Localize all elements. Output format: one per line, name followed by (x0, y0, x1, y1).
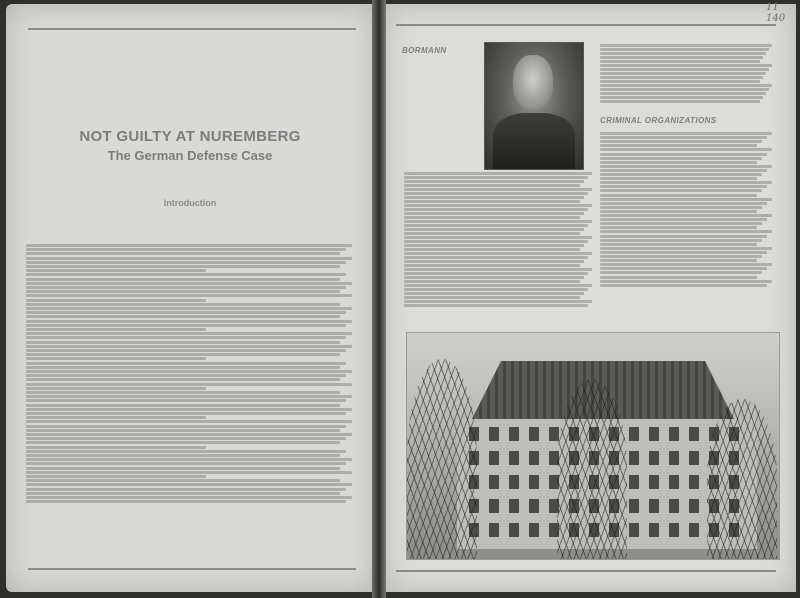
building-window (629, 475, 639, 489)
text-line (404, 204, 592, 207)
building-window (489, 499, 499, 513)
building-window (489, 523, 499, 537)
text-line (26, 341, 340, 344)
bormann-heading: BORMANN (402, 46, 447, 55)
building-window (529, 451, 539, 465)
text-line (404, 228, 584, 231)
text-line (600, 136, 767, 139)
text-line (600, 44, 772, 47)
text-line (26, 269, 206, 272)
text-line (26, 387, 206, 390)
text-line (404, 208, 588, 211)
text-line (26, 483, 352, 486)
text-line (26, 433, 352, 436)
building-window (509, 499, 519, 513)
criminal-organizations-heading: CRIMINAL ORGANIZATIONS (600, 116, 717, 125)
text-line (26, 290, 340, 293)
bottom-rule-right (396, 570, 776, 572)
building-window (649, 451, 659, 465)
text-line (26, 383, 352, 386)
building-window (629, 451, 639, 465)
text-line (600, 60, 760, 63)
handwritten-page-mark: 11 140 (766, 2, 786, 24)
building-window (689, 451, 699, 465)
building-window (549, 427, 559, 441)
tree-left (407, 359, 477, 559)
text-line (404, 300, 592, 303)
text-line (600, 214, 772, 217)
text-line (26, 441, 340, 444)
text-line (600, 210, 757, 213)
text-line (600, 226, 757, 229)
book-subtitle: The German Defense Case (107, 148, 273, 163)
text-line (26, 345, 352, 348)
text-line (600, 169, 767, 172)
introduction-heading: Introduction (163, 198, 217, 208)
text-line (404, 248, 580, 251)
text-line (600, 80, 760, 83)
text-line (600, 276, 757, 279)
text-line (26, 282, 352, 285)
building-window (669, 451, 679, 465)
portrait-uniform (493, 113, 575, 169)
text-line (404, 240, 588, 243)
portrait-face (513, 55, 553, 109)
text-line (26, 462, 346, 465)
text-line (600, 185, 767, 188)
text-line (600, 132, 772, 135)
text-line (26, 492, 340, 495)
text-line (404, 280, 580, 283)
text-line (600, 177, 757, 180)
text-line (600, 239, 762, 242)
text-line (404, 292, 584, 295)
building-window (489, 475, 499, 489)
text-line (26, 408, 352, 411)
text-line (26, 353, 340, 356)
text-line (404, 296, 580, 299)
text-line (600, 259, 757, 262)
building-window (669, 523, 679, 537)
text-line (600, 206, 762, 209)
text-line (404, 236, 592, 239)
text-line (26, 475, 206, 478)
text-line (600, 247, 772, 250)
text-line (26, 378, 340, 381)
bottom-rule-left (28, 568, 356, 570)
building-window (689, 523, 699, 537)
text-line (600, 235, 767, 238)
text-line (404, 212, 584, 215)
text-line (26, 374, 346, 377)
tree-right (707, 399, 777, 559)
text-line (26, 252, 340, 255)
text-line (600, 64, 772, 67)
text-line (26, 488, 346, 491)
text-line (26, 446, 206, 449)
text-line (26, 458, 352, 461)
text-line (600, 194, 757, 197)
text-line (26, 303, 340, 306)
text-line (26, 500, 346, 503)
text-line (600, 267, 767, 270)
text-line (600, 148, 772, 151)
text-line (26, 248, 346, 251)
text-line (600, 218, 767, 221)
text-line (404, 272, 588, 275)
text-line (600, 88, 769, 91)
book-title: NOT GUILTY AT NUREMBERG (79, 128, 301, 145)
text-line (26, 332, 352, 335)
text-line (26, 336, 346, 339)
building-window (669, 475, 679, 489)
building-window (509, 523, 519, 537)
building-window (649, 523, 659, 537)
text-line (26, 366, 340, 369)
building-window (629, 499, 639, 513)
building-window (529, 523, 539, 537)
bormann-portrait-photo (484, 42, 584, 170)
text-line (404, 232, 580, 235)
building-window (529, 499, 539, 513)
text-line (26, 362, 346, 365)
text-line (26, 286, 346, 289)
text-line (26, 273, 346, 276)
text-line (26, 370, 352, 373)
text-line (404, 268, 592, 271)
text-line (600, 144, 757, 147)
building-window (509, 427, 519, 441)
building-window (649, 499, 659, 513)
text-line (26, 261, 346, 264)
text-line (26, 278, 340, 281)
text-line (404, 172, 592, 175)
text-line (404, 252, 592, 255)
text-line (404, 244, 584, 247)
text-line (600, 222, 762, 225)
building-window (629, 523, 639, 537)
text-line (404, 276, 584, 279)
text-line (26, 294, 352, 297)
text-line (600, 230, 772, 233)
text-line (600, 243, 757, 246)
text-line (26, 320, 352, 323)
text-line (26, 416, 206, 419)
text-line (26, 299, 206, 302)
text-line (600, 189, 762, 192)
text-line (404, 264, 580, 267)
text-line (404, 256, 588, 259)
tree-center (557, 379, 627, 559)
text-line (600, 255, 762, 258)
text-line (26, 328, 206, 331)
text-line (600, 165, 772, 168)
text-line (26, 454, 340, 457)
text-line (404, 188, 592, 191)
top-rule-left (28, 28, 356, 30)
building-window (689, 475, 699, 489)
text-line (404, 180, 584, 183)
text-line (404, 260, 584, 263)
text-line (600, 161, 757, 164)
text-line (600, 284, 767, 287)
text-line (600, 96, 763, 99)
text-line (26, 324, 346, 327)
text-line (600, 84, 772, 87)
text-line (26, 307, 352, 310)
text-line (26, 349, 346, 352)
text-line (26, 244, 352, 247)
building-window (689, 499, 699, 513)
building-window (509, 475, 519, 489)
text-line (404, 196, 584, 199)
nuremberg-building-illustration (406, 332, 780, 560)
building-window (509, 451, 519, 465)
text-line (600, 173, 762, 176)
text-line (600, 68, 769, 71)
building-window (489, 427, 499, 441)
text-line (26, 412, 346, 415)
text-line (26, 420, 352, 423)
building-window (629, 427, 639, 441)
text-line (26, 357, 206, 360)
text-line (600, 181, 772, 184)
building-window (649, 427, 659, 441)
building-window (669, 499, 679, 513)
text-line (26, 479, 340, 482)
top-rule-right (396, 24, 776, 26)
text-line (600, 52, 766, 55)
text-line (404, 284, 592, 287)
text-line (600, 263, 772, 266)
text-line (600, 48, 769, 51)
building-window (529, 475, 539, 489)
text-line (600, 202, 767, 205)
text-line (600, 280, 772, 283)
text-line (26, 437, 346, 440)
text-line (404, 288, 588, 291)
text-line (26, 467, 340, 470)
building-window (489, 451, 499, 465)
building-window (669, 427, 679, 441)
text-line (600, 140, 762, 143)
text-line (404, 176, 588, 179)
text-line (600, 198, 772, 201)
text-line (26, 496, 352, 499)
text-line (404, 184, 580, 187)
text-line (26, 395, 352, 398)
text-line (26, 315, 340, 318)
text-line (600, 271, 762, 274)
text-line (26, 425, 346, 428)
text-line (404, 192, 588, 195)
text-line (600, 76, 763, 79)
text-line (600, 153, 767, 156)
text-line (26, 471, 352, 474)
text-line (404, 220, 592, 223)
text-line (26, 404, 340, 407)
text-line (26, 257, 352, 260)
text-line (600, 251, 767, 254)
text-line (600, 56, 763, 59)
text-line (26, 450, 346, 453)
text-line (404, 224, 588, 227)
building-window (529, 427, 539, 441)
text-line (404, 216, 580, 219)
building-window (689, 427, 699, 441)
text-line (600, 92, 766, 95)
text-line (404, 304, 588, 307)
book-gutter (372, 0, 386, 598)
text-line (26, 391, 340, 394)
text-line (600, 100, 760, 103)
text-line (600, 72, 766, 75)
text-line (404, 200, 580, 203)
text-line (600, 157, 762, 160)
text-line (26, 399, 346, 402)
text-line (26, 429, 340, 432)
building-window (649, 475, 659, 489)
text-line (26, 265, 340, 268)
text-line (26, 311, 346, 314)
